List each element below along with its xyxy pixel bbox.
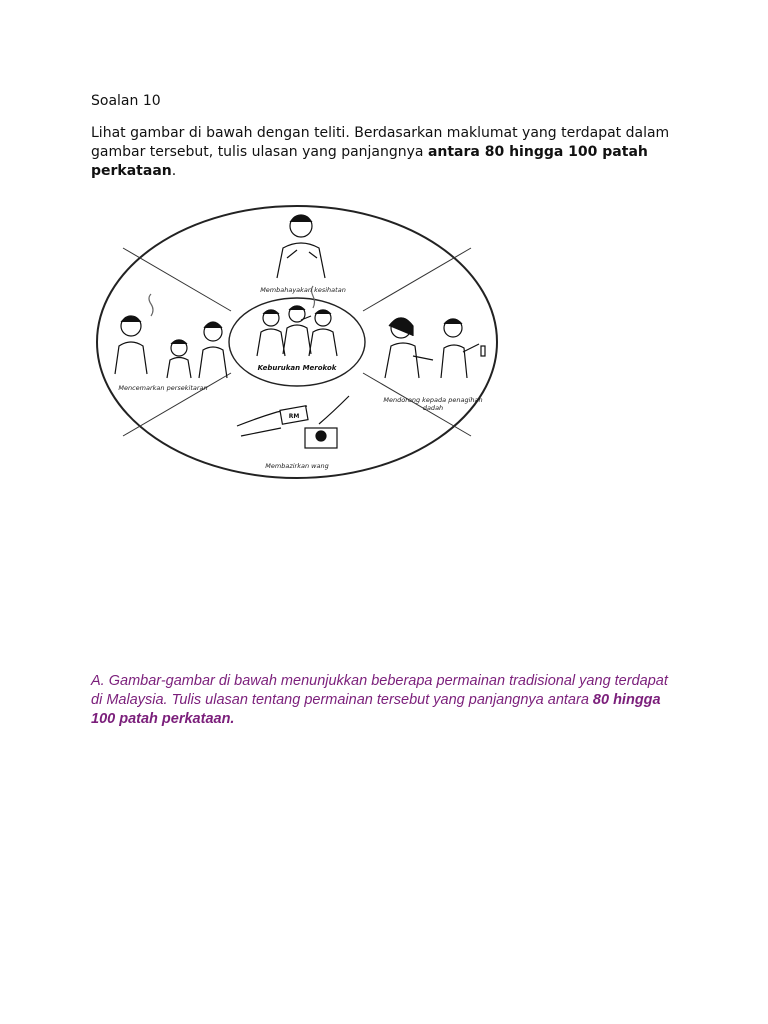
question-a <box>91 672 671 729</box>
coughing-man-drawing <box>277 215 325 278</box>
label-bottom: Membazirkan wang <box>265 462 329 470</box>
label-right-1: Mendorong kepada penagihan <box>383 396 483 404</box>
question-heading: Soalan 10 <box>91 93 161 109</box>
label-right-2: dadah <box>422 404 444 412</box>
family-drawing <box>115 294 227 378</box>
center-label: Keburukan Merokok <box>257 364 337 372</box>
instruction-text: Lihat gambar di bawah dengan teliti. Berdasarkan maklumat yang terdapat dalam gambar tersebut, tulis ulasan yang panjangnya <box>91 125 670 160</box>
label-left: Mencemarkan persekitaran <box>118 384 208 392</box>
question-a-text: A. Gambar-gambar di bawah menunjukkan beberapa permainan tradisional yang terdapat di Malaysia. Tulis ulasan tentang permainan tersebut yang panjangnya antara <box>91 673 668 708</box>
figure-illustration <box>91 196 503 488</box>
instruction-end: . <box>171 163 177 179</box>
smoking-effects-figure <box>91 196 503 488</box>
money-exchange-drawing <box>237 396 349 448</box>
question-a-emphasis: 80 hingga 100 patah perkataan. <box>91 692 661 727</box>
instruction-emphasis: antara 80 hingga 100 patah perkataan <box>91 144 648 179</box>
label-top: Membahayakan kesihatan <box>260 286 346 294</box>
addiction-drawing <box>385 318 485 378</box>
money-note-label: RM <box>288 413 300 420</box>
question-instruction <box>91 124 691 181</box>
